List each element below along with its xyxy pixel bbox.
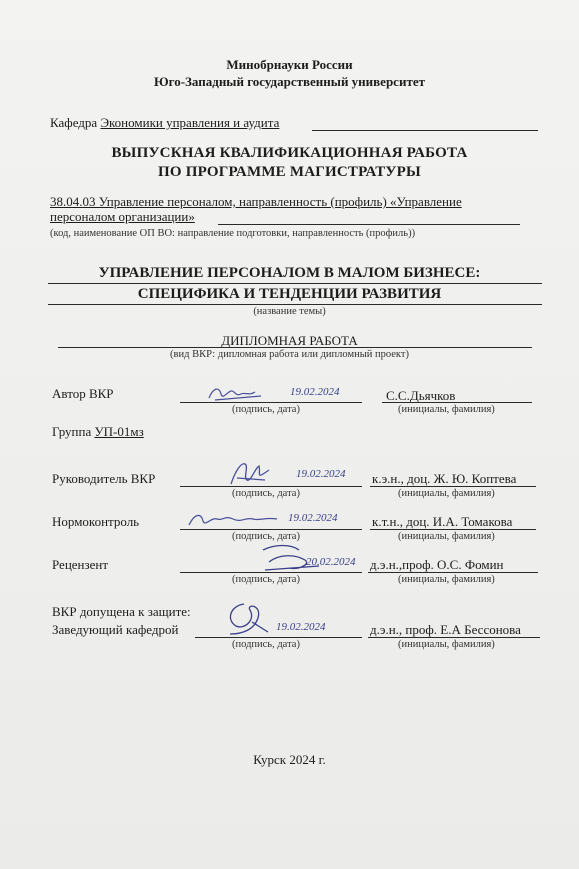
department-row	[50, 115, 279, 131]
normcontrol-sig-caption: (подпись, дата)	[232, 531, 300, 542]
program-line2	[50, 209, 195, 225]
author-name: С.С.Дьячков	[386, 388, 456, 403]
admission-name: д.э.н., проф. Е.А Бессонова	[370, 622, 521, 637]
normcontrol-date: 19.02.2024	[288, 512, 338, 524]
reviewer-name: д.э.н.,проф. О.С. Фомин	[370, 557, 504, 572]
normcontrol-signature	[185, 507, 285, 531]
author-name-caption: (инициалы, фамилия)	[398, 404, 495, 415]
ministry-name: Минобрнауки России	[226, 57, 353, 72]
program-caption: (код, наименование ОП ВО: направление подготовки, направленность (профиль))	[50, 228, 416, 239]
work-type-line	[58, 347, 532, 348]
reviewer-sig-caption: (подпись, дата)	[232, 574, 300, 585]
supervisor-name-line	[370, 486, 536, 487]
department-line	[312, 130, 538, 131]
supervisor-name-caption: (инициалы, фамилия)	[398, 488, 495, 499]
topic-underline-1	[48, 283, 542, 284]
supervisor-label: Руководитель ВКР	[52, 471, 156, 486]
admission-name-line	[368, 637, 540, 638]
group-value: УП-01мз	[94, 424, 144, 439]
supervisor-date: 19.02.2024	[296, 468, 346, 480]
group-label: Группа	[52, 424, 92, 439]
topic-caption: (название темы)	[253, 306, 326, 317]
normcontrol-name: к.т.н., доц. И.А. Томакова	[372, 514, 513, 529]
supervisor-name: к.э.н., доц. Ж. Ю. Коптева	[372, 471, 517, 486]
work-title-line2: ПО ПРОГРАММЕ МАГИСТРАТУРЫ	[158, 164, 421, 180]
normcontrol-name-line	[370, 529, 536, 530]
author-date: 19.02.2024	[290, 386, 340, 398]
admission-sig-caption: (подпись, дата)	[232, 639, 300, 650]
topic-line1: УПРАВЛЕНИЕ ПЕРСОНАЛОМ В МАЛОМ БИЗНЕСЕ:	[98, 265, 481, 281]
author-signature	[205, 382, 265, 404]
city-year: Курск 2024 г.	[253, 752, 326, 767]
work-type-value: ДИПЛОМНАЯ РАБОТА	[221, 333, 358, 348]
admission-label: Заведующий кафедрой	[52, 622, 179, 637]
program-text-2: персоналом организации»	[50, 209, 195, 224]
group-row	[52, 424, 144, 440]
normcontrol-name-caption: (инициалы, фамилия)	[398, 531, 495, 542]
reviewer-label: Рецензент	[52, 557, 109, 572]
program-line1	[50, 194, 462, 210]
topic-line2: СПЕЦИФИКА И ТЕНДЕНЦИИ РАЗВИТИЯ	[137, 286, 442, 302]
program-text-1: 38.04.03 Управление персоналом, направленность (профиль) «Управление	[50, 194, 462, 209]
reviewer-date: 20.02.2024	[306, 556, 356, 568]
author-name-line	[382, 402, 532, 403]
reviewer-name-line	[368, 572, 538, 573]
admission-line1: ВКР допущена к защите:	[52, 604, 191, 619]
author-label: Автор ВКР	[52, 386, 114, 401]
author-sig-caption: (подпись, дата)	[232, 404, 300, 415]
work-title-line1: ВЫПУСКНАЯ КВАЛИФИКАЦИОННАЯ РАБОТА	[111, 145, 468, 161]
normcontrol-label: Нормоконтроль	[52, 514, 140, 529]
topic-underline-2	[48, 304, 542, 305]
work-type-caption: (вид ВКР: дипломная работа или дипломный проект)	[170, 349, 409, 360]
university-name: Юго-Западный государственный университет	[154, 74, 425, 89]
program-line	[218, 224, 520, 225]
admission-date: 19.02.2024	[276, 621, 326, 633]
department-label: Кафедра	[50, 115, 98, 130]
admission-signature-line	[195, 637, 362, 638]
admission-signature	[222, 600, 272, 638]
admission-name-caption: (инициалы, фамилия)	[398, 639, 495, 650]
department-name: Экономики управления и аудита	[100, 115, 280, 130]
supervisor-sig-caption: (подпись, дата)	[232, 488, 300, 499]
supervisor-signature	[225, 458, 275, 488]
reviewer-name-caption: (инициалы, фамилия)	[398, 574, 495, 585]
